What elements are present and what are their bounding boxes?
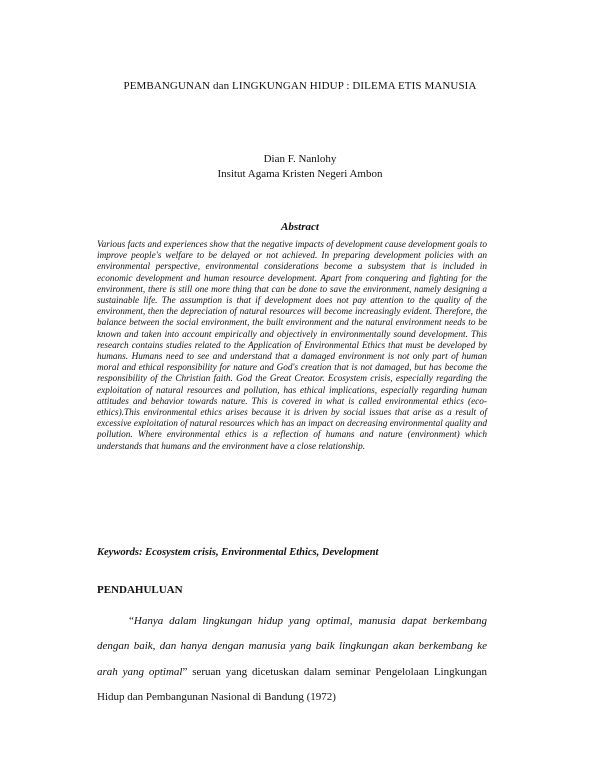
intro-open-quote: “ <box>129 615 134 627</box>
abstract-body: Various facts and experiences show that the negative impacts of development cause development goals to improve people's welfare to be delayed or not achieved. In preparing development policies with an environmental perspective, environmental considerations become a subsystem that is included in economic development and human resource development. Apart from conquering and fighting for the environment, there is still one more thing that can be done to save the environment, namely designing a sustainable life. The assumption is that if development does not pay attention to the quality of the environment, then the depreciation of natural resources will become increasingly evident. Therefore, the balance between the social environment, the built environment and the natural environment needs to be known and taken into account empirically and objectively in environmentally sound development. This research contains studies related to the Application of Environmental Ethics that must be developed by humans. Humans need to see and understand that a damaged environment is not only part of human moral and ethical responsibility for nature and God's creation that is not damaged, but has become the responsibility of the Christian faith. God the Great Creator. Ecosystem crisis, especially regarding the exploitation of natural resources and pollution, has ethical implications, especially regarding human attitudes and behavior towards nature. This is covered in what is called environmental ethics (eco-ethics).This environmental ethics arises because it is driven by social issues that arise as a result of excessive exploitation of natural resources which has an impact on decreasing environmental quality and pollution. Where environmental ethics is a reflection of humans and nature (environment) which understands that humans and the environment have a close relationship. <box>97 240 487 452</box>
intro-paragraph <box>97 609 487 710</box>
paper-title: PEMBANGUNAN dan LINGKUNGAN HIDUP : DILEMA ETIS MANUSIA <box>123 80 477 92</box>
intro-rest: ” seruan yang dicetuskan dalam seminar Pengelolaan Lingkungan Hidup dan Pembangunan Nasional di Bandung (1972) <box>97 665 487 703</box>
section-heading: PENDAHULUAN <box>97 584 183 596</box>
author-block <box>0 152 600 182</box>
author-name: Dian F. Nanlohy <box>263 153 337 165</box>
keywords: Keywords: Ecosystem crisis, Environmental Ethics, Development <box>97 547 379 558</box>
author-affiliation: Insitut Agama Kristen Negeri Ambon <box>217 168 383 180</box>
abstract-heading: Abstract <box>281 221 319 233</box>
intro-quote: Hanya dalam lingkungan hidup yang optimal, manusia dapat berkembang dengan baik, dan hanya dengan manusia yang baik lingkungan akan berkembang ke arah yang optimal <box>97 615 487 678</box>
